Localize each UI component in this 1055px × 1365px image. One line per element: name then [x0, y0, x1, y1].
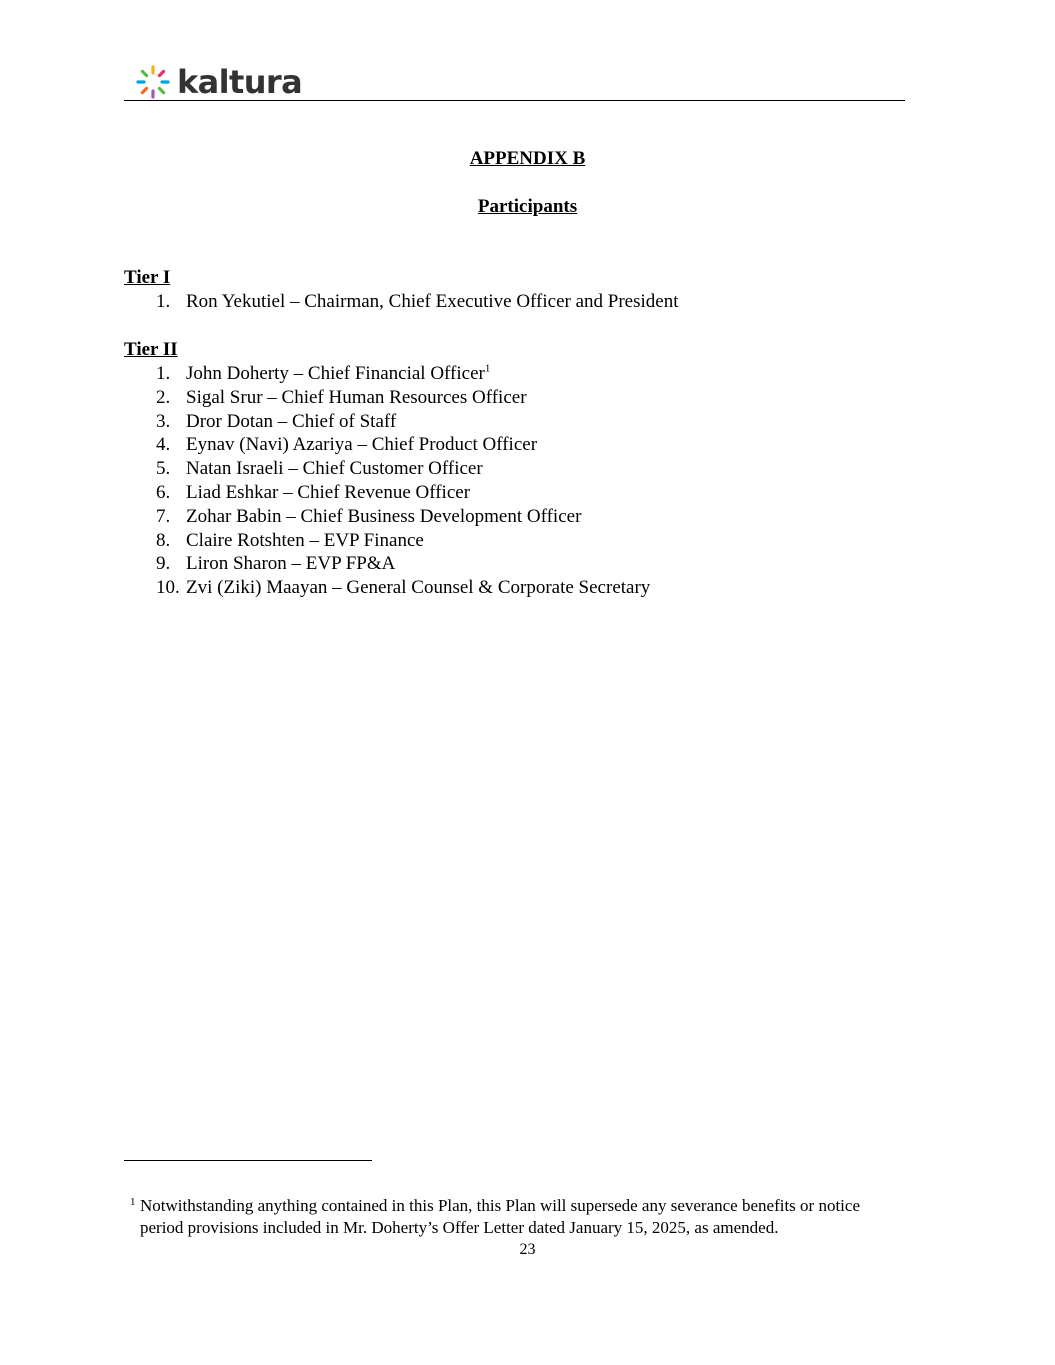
list-item-number: 1. [156, 363, 171, 384]
appendix-title: APPENDIX B [469, 148, 586, 169]
list-item-number: 7. [156, 505, 171, 527]
list-item-number: 6. [156, 481, 171, 503]
list-item-label: John Doherty – Chief Financial Officer [186, 363, 485, 384]
list-item-text: Liron Sharon – EVP FP&A [186, 553, 396, 575]
list-item-text: Zvi (Ziki) Maayan – General Counsel & Corporate Secretary [186, 577, 651, 599]
list-item-number: 3. [156, 410, 171, 432]
page-number: 23 [519, 1241, 536, 1258]
header-divider [124, 100, 905, 101]
list-item-number: 9. [156, 553, 171, 575]
footnote-mark: 1 [130, 1196, 136, 1208]
list-item-number: 8. [156, 529, 171, 551]
list-item-text: Dror Dotan – Chief of Staff [186, 410, 397, 432]
list-item-number: 5. [156, 458, 171, 480]
list-item-number: 1. [156, 291, 171, 312]
list-item-text: Sigal Srur – Chief Human Resources Officer [186, 386, 527, 408]
tier2-heading: Tier II [124, 339, 178, 360]
list-item-text [186, 362, 490, 386]
list-item-text: Natan Israeli – Chief Customer Officer [186, 458, 483, 480]
company-logo [135, 62, 302, 102]
participants-title: Participants [477, 196, 578, 217]
tier1-heading: Tier I [124, 267, 171, 288]
kaltura-burst-icon [135, 64, 171, 100]
footnote-line: Notwithstanding anything contained in this Plan, this Plan will supersede any severance benefits or notice [140, 1196, 860, 1215]
logo-wordmark: kaltura [177, 63, 303, 101]
list-item-number: 4. [156, 434, 171, 456]
footnote-reference: 1 [484, 362, 491, 375]
list-item-text: Zohar Babin – Chief Business Development Officer [186, 505, 582, 527]
list-item-text: Ron Yekutiel – Chairman, Chief Executive Officer and President [186, 291, 679, 312]
list-item-number: 2. [156, 386, 171, 408]
list-item-text: Eynav (Navi) Azariya – Chief Product Officer [186, 434, 538, 456]
footnote [130, 1195, 950, 1239]
list-item-text: Claire Rotshten – EVP Finance [186, 529, 424, 551]
list-item-number: 10. [156, 577, 180, 599]
footnote-line: period provisions included in Mr. Doherty’s Offer Letter dated January 15, 2025, as amended. [140, 1218, 779, 1237]
list-item-text: Liad Eshkar – Chief Revenue Officer [186, 481, 471, 503]
footnote-divider [124, 1160, 372, 1161]
